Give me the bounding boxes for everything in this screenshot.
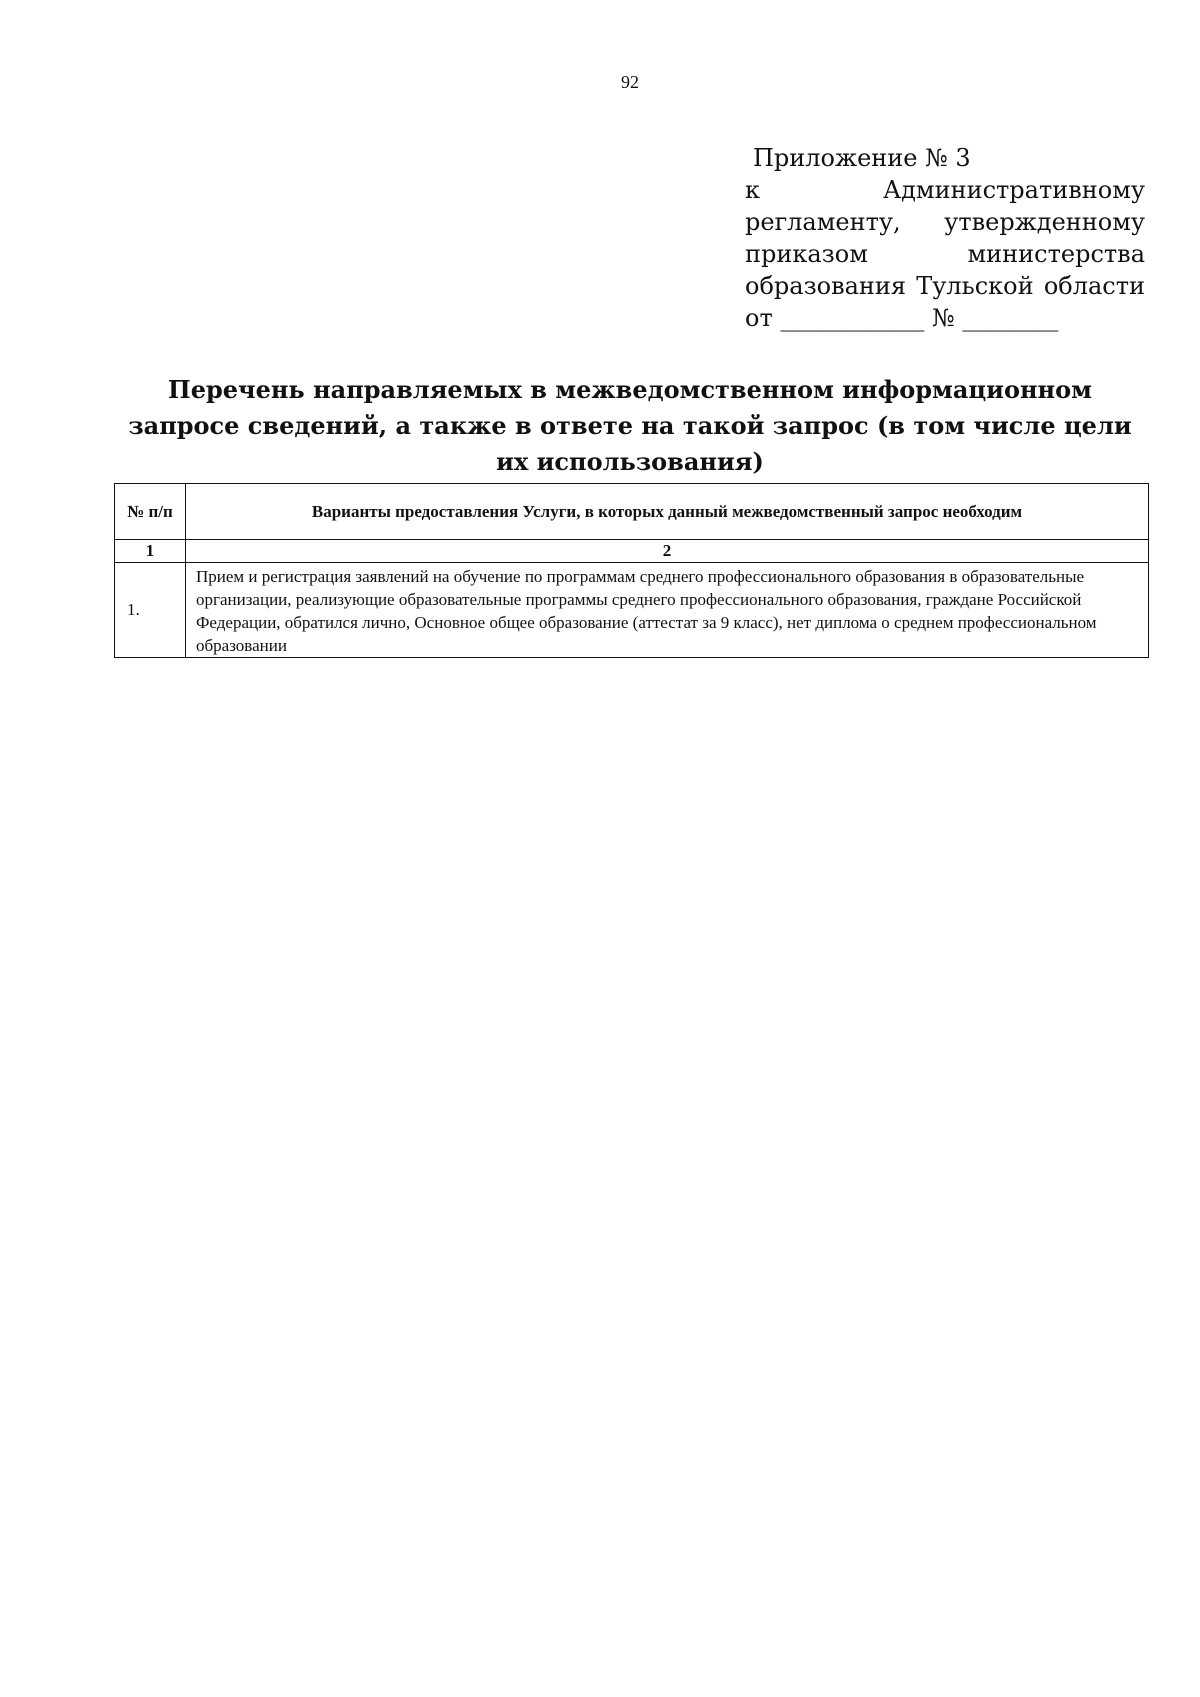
appendix-line: образования Тульской области bbox=[745, 272, 1145, 300]
table-index-row bbox=[115, 540, 1149, 563]
document-title: Перечень направляемых в межведомственном информационном запросе сведений, а также в ответе на такой запрос (в том числе цели их использования) bbox=[128, 375, 1132, 476]
appendix-date-line: от ____________ № ________ bbox=[745, 304, 1059, 332]
appendix-line: к Административному bbox=[745, 176, 1145, 204]
table-header-row bbox=[115, 484, 1149, 540]
appendix-title: Приложение № 3 bbox=[753, 144, 971, 172]
table-row bbox=[115, 563, 1149, 658]
header-number: № п/п bbox=[115, 484, 186, 540]
interagency-request-table bbox=[114, 483, 1149, 658]
appendix-block bbox=[745, 142, 1145, 334]
appendix-line: приказом министерства bbox=[745, 240, 1145, 268]
column-index: 2 bbox=[186, 540, 1149, 563]
row-number: 1. bbox=[115, 563, 186, 658]
appendix-reference bbox=[745, 174, 1145, 334]
page-number: 92 bbox=[621, 72, 639, 92]
appendix-line: регламенту, утвержденному bbox=[745, 208, 1145, 236]
column-index: 1 bbox=[115, 540, 186, 563]
row-text: Прием и регистрация заявлений на обучение по программам среднего профессионального образования в образовательные организации, реализующие образовательные программы среднего профессионального образования, граждане Российской Федерации, обратился лично, Основное общее образование (аттестат за 9 класс), нет диплома о среднем профессиональном образовании bbox=[186, 563, 1149, 658]
header-variants: Варианты предоставления Услуги, в которых данный межведомственный запрос необходим bbox=[186, 484, 1149, 540]
